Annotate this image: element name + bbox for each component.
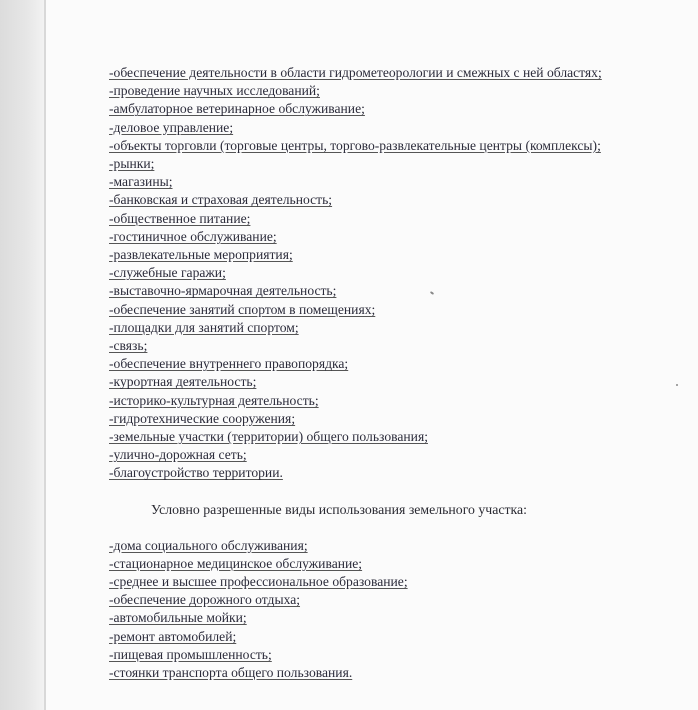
list-item: -амбулаторное ветеринарное обслуживание; xyxy=(109,101,365,117)
list-item: -гостиничное обслуживание; xyxy=(109,228,277,244)
list-item: -выставочно-ярмарочная деятельность; xyxy=(109,283,337,299)
list-item: -служебные гаражи; xyxy=(109,265,226,281)
list-item: -банковская и страховая деятельность; xyxy=(109,192,333,208)
list-item: -развлекательные мероприятия; xyxy=(109,247,293,263)
list-item: -улично-дорожная сеть; xyxy=(109,447,247,463)
permitted-uses-list xyxy=(109,64,661,483)
conditional-uses-list xyxy=(109,537,661,683)
list-item: -земельные участки (территории) общего пользования; xyxy=(109,429,428,445)
list-item: -автомобильные мойки; xyxy=(109,610,247,626)
list-item: -историко-культурная деятельность; xyxy=(109,392,319,408)
list-item: -магазины; xyxy=(109,174,173,190)
list-item: -гидротехнические сооружения; xyxy=(109,410,296,426)
list-item: -среднее и высшее профессиональное образование; xyxy=(109,574,408,590)
list-item: -рынки; xyxy=(109,156,155,172)
list-item: -благоустройство территории. xyxy=(109,465,283,481)
scan-shadow-edge xyxy=(0,0,44,710)
page-fold-line xyxy=(44,0,46,710)
list-item: -связь; xyxy=(109,338,148,354)
list-item: -деловое управление; xyxy=(109,119,234,135)
list-item: -обеспечение внутреннего правопорядка; xyxy=(109,356,349,372)
list-item: -стоянки транспорта общего пользования. xyxy=(109,665,353,681)
section-heading: Условно разрешенные виды использования земельного участка: xyxy=(151,501,527,517)
document-body xyxy=(109,64,661,682)
list-item: -общественное питание; xyxy=(109,210,251,226)
list-item: -проведение научных исследований; xyxy=(109,83,320,99)
list-item: -обеспечение занятий спортом в помещениях; xyxy=(109,301,376,317)
list-item: -дома социального обслуживания; xyxy=(109,537,308,553)
scan-speck xyxy=(676,384,678,386)
list-item: -стационарное медицинское обслуживание; xyxy=(109,555,363,571)
list-item: -объекты торговли (торговые центры, торгово-развлекательные центры (комплексы); xyxy=(109,137,601,153)
list-item: -курортная деятельность; xyxy=(109,374,257,390)
list-item: -пищевая промышленность; xyxy=(109,646,272,662)
list-item: -обеспечение деятельности в области гидрометеорологии и смежных с ней областях; xyxy=(109,65,602,80)
list-item: -обеспечение дорожного отдыха; xyxy=(109,592,301,608)
list-item: -ремонт автомобилей; xyxy=(109,628,237,644)
list-item: -площадки для занятий спортом; xyxy=(109,319,299,335)
